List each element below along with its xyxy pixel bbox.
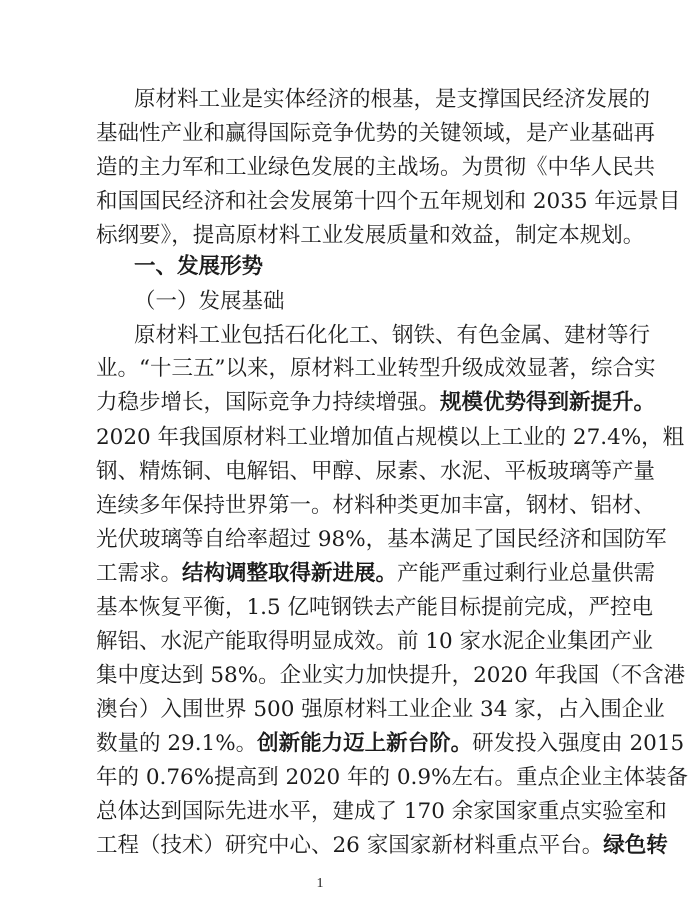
paragraph-2-line-15: 总体达到国际先进水平，建成了 170 余家国家重点实验室和 (96, 799, 667, 824)
text-segment: 产能严重过剩行业总量供需 (397, 561, 656, 586)
text-segment: 工程（技术）研究中心、26 家国家新材料重点平台。 (96, 833, 604, 858)
text-segment: 工需求。 (96, 561, 183, 586)
bold-highlight: 绿色转 (603, 833, 668, 858)
paragraph-2-line-3 (96, 386, 656, 420)
paragraph-1-line-2: 基础性产业和赢得国际竞争优势的关键领域，是产业基础再 (96, 121, 656, 146)
paragraph-1-line-3: 造的主力军和工业绿色发展的主战场。为贯彻《中华人民共 (96, 155, 656, 180)
paragraph-2-line-16 (96, 829, 668, 863)
paragraph-2-line-12: 澳台）入围世界 500 强原材料工业企业 34 家，占入围企业 (96, 697, 665, 722)
paragraph-1-line-5: 标纲要》，提高原材料工业发展质量和效益，制定本规划。 (96, 223, 645, 248)
bold-highlight: 结构调整取得新进展。 (182, 561, 398, 586)
paragraph-2-line-11: 集中度达到 58%。企业实力加快提升，2020 年我国（不含港 (96, 663, 686, 688)
paragraph-2-line-10: 解铝、水泥产能取得明显成效。前 10 家水泥企业集团产业 (96, 629, 654, 654)
paragraph-1-line-1: 原材料工业是实体经济的根基，是支撑国民经济发展的 (134, 87, 651, 112)
paragraph-1-line-4: 和国国民经济和社会发展第十四个五年规划和 2035 年远景目 (96, 189, 681, 214)
page-number: 1 (316, 876, 324, 891)
paragraph-2-line-1: 原材料工业包括石化化工、钢铁、有色金属、建材等行 (134, 323, 651, 348)
text-segment: 研发投入强度由 2015 (472, 731, 685, 756)
paragraph-2-line-2: 业。“十三五”以来，原材料工业转型升级成效显著，综合实 (96, 356, 656, 381)
paragraph-2-line-14: 年的 0.76%提高到 2020 年的 0.9%左右。重点企业主体装备 (96, 765, 688, 790)
paragraph-2-line-8 (96, 557, 656, 591)
subsection-heading: （一）发展基础 (134, 289, 285, 314)
section-heading: 一、发展形势 (134, 254, 264, 279)
text-segment: 力稳步增长，国际竞争力持续增强。 (96, 390, 441, 415)
bold-highlight: 创新能力迈上新台阶。 (257, 731, 473, 756)
paragraph-2-line-4: 2020 年我国原材料工业增加值占规模以上工业的 27.4%，粗 (96, 425, 685, 450)
bold-highlight: 规模优势得到新提升。 (440, 390, 656, 415)
paragraph-2-line-9: 基本恢复平衡，1.5 亿吨钢铁去产能目标提前完成，严控电 (96, 595, 654, 620)
paragraph-2-line-7: 光伏玻璃等自给率超过 98%，基本满足了国民经济和国防军 (96, 527, 667, 552)
paragraph-2-line-13 (96, 727, 685, 761)
text-segment: 数量的 29.1%。 (96, 731, 258, 756)
paragraph-2-line-6: 连续多年保持世界第一。材料种类更加丰富，钢材、铝材、 (96, 493, 656, 518)
paragraph-2-line-5: 钢、精炼铜、电解铝、甲醇、尿素、水泥、平板玻璃等产量 (96, 459, 656, 484)
